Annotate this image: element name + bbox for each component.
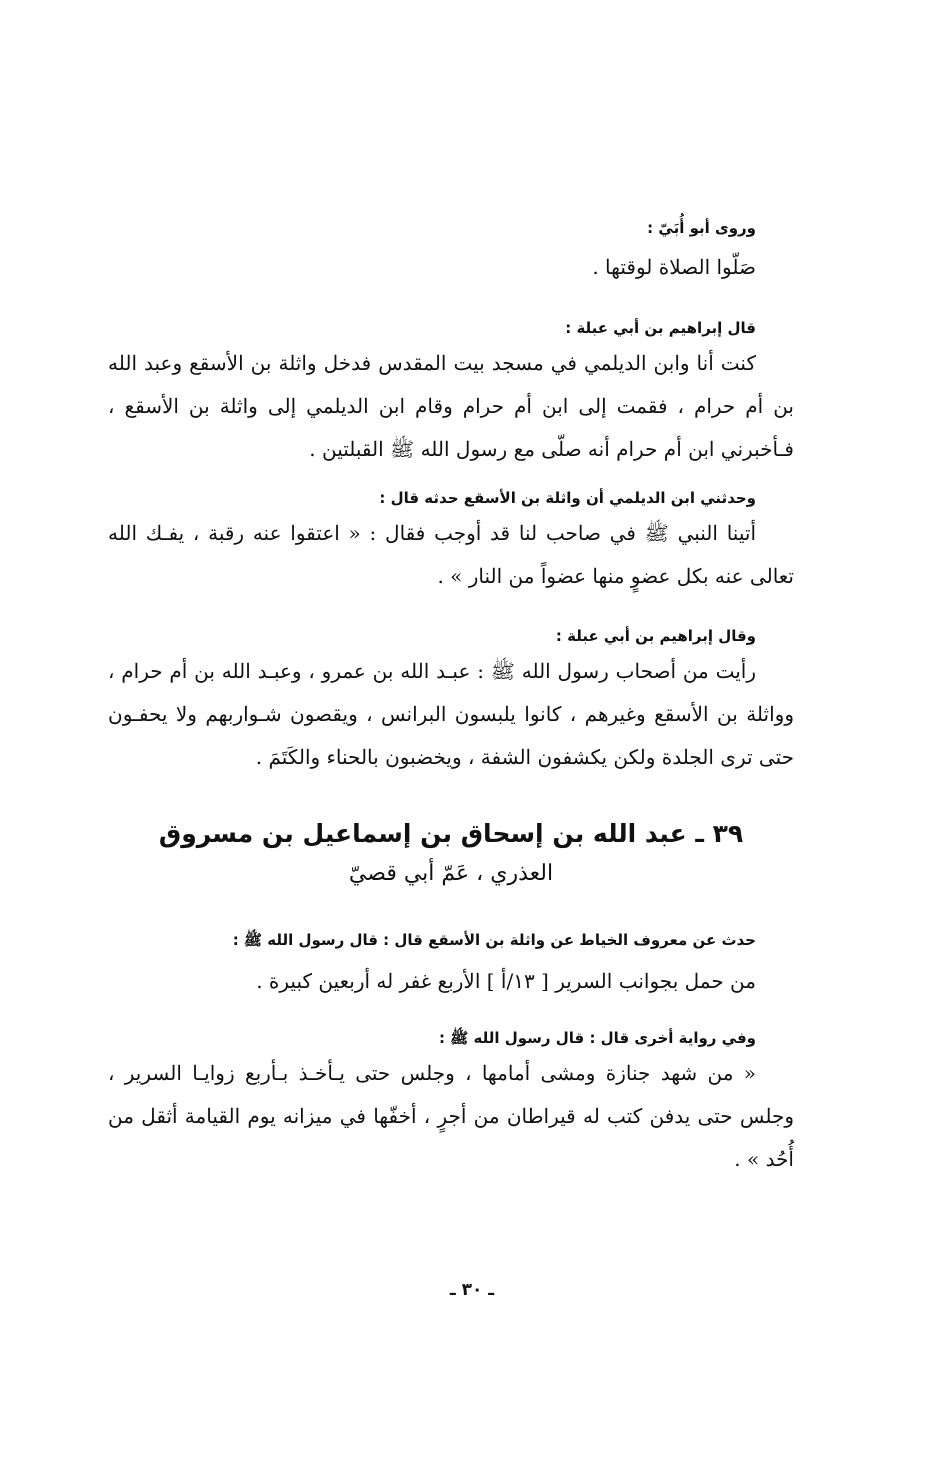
- section-label: وروى أبو أُبَيّ :: [647, 219, 756, 237]
- section-ibrahim-2: [108, 624, 794, 779]
- section-maruf: [108, 928, 794, 1003]
- paragraph: أتينا النبي ﷺ في صاحب لنا قد أوجب فقال : « اعتقوا عنه رقبة ، يفـك الله تعالى عنه بكل عضوٍ منها عضواً من النار » .: [108, 521, 794, 588]
- section-label: وفي رواية أخرى قال : قال رسول الله ﷺ :: [438, 1029, 756, 1047]
- section-abu-ubayy: [108, 216, 794, 289]
- heading-title: ٣٩ ـ عبد الله بن إسحاق بن إسماعيل بن مسروق: [158, 819, 744, 848]
- paragraph: رأيت من أصحاب رسول الله ﷺ : عبـد الله بن عمرو ، وعبـد الله بن أم حرام ، وواثلة بن الأسقع وغيرهم ، كانوا يلبسون البرانس ، ويقصون شـواربهم ولا يحفـون حتى ترى الجلدة ولكن يكشفون الشفة ، ويخضبون بالحناء والكَتَمَ .: [108, 659, 794, 769]
- section-label: وحدثني ابن الديلمي أن واثلة بن الأسقع حدثه قال :: [379, 489, 756, 507]
- section-label: وقال إبراهيم بن أبي عبلة :: [555, 627, 756, 645]
- section-other-riwaya: [108, 1026, 794, 1181]
- heading-subtitle: العذري ، عَمّ أبي قصيّ: [348, 861, 554, 886]
- paragraph: « من شهد جنازة ومشى أمامها ، وجلس حتى يـأخـذ بـأربع زوايـا السرير ، وجلس حتى يدفن كتب له قيراطان من أجرٍ ، أخفّها في ميزانه يوم القيامة أثقل من أُحُد » .: [108, 1061, 794, 1171]
- quote-text: من حمل بجوانب السرير [ ١٣/أ ] الأربع غفر له أربعين كبيرة .: [256, 969, 756, 993]
- page-number: ـ ٣٠ ـ: [449, 1280, 495, 1300]
- paragraph: كنت أنا وابن الديلمي في مسجد بيت المقدس فدخل واثلة بن الأسقع وعبد الله بن أم حرام ، فقمت إلى ابن أم حرام وقام ابن الديلمي إلى واثلة بن الأسقع ، فـأخبرني ابن أم حرام أنه صلّى مع رسول الله ﷺ القبلتين .: [108, 351, 794, 461]
- quote-text: صَلّوا الصلاة لوقتها .: [592, 255, 756, 279]
- section-label: حدث عن معروف الخياط عن واثلة بن الأسقع قال : قال رسول الله ﷺ :: [232, 931, 756, 949]
- section-label: قال إبراهيم بن أبي عبلة :: [565, 319, 756, 337]
- section-ibn-daylami: [108, 486, 794, 598]
- biography-heading: [108, 814, 794, 894]
- section-ibrahim-1: [108, 316, 794, 471]
